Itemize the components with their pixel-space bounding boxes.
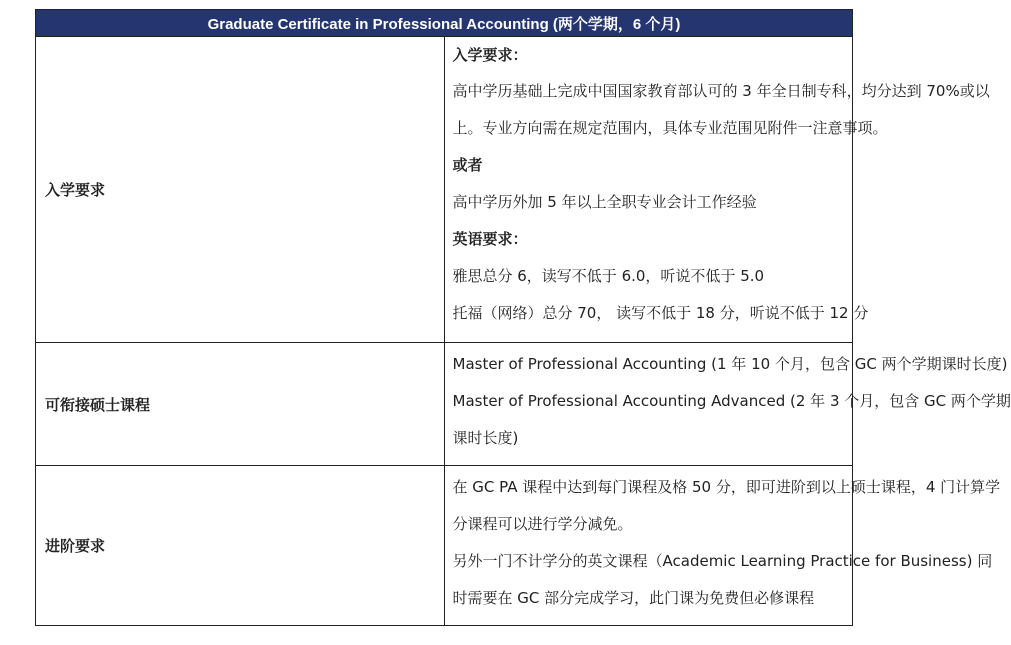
row-label-progression: 进阶要求 bbox=[36, 466, 445, 626]
program-info-table bbox=[35, 9, 1011, 626]
content-line: 另外一门不计学分的英文课程（Academic Learning Practice for Business) 同 bbox=[452, 552, 993, 570]
row-content-progression bbox=[444, 466, 1001, 626]
subheading-admission: 入学要求： bbox=[452, 46, 528, 64]
row-label-masters: 可衔接硕士课程 bbox=[36, 343, 445, 466]
content-line: 时需要在 GC 部分完成学习，此门课为免费但必修课程 bbox=[452, 589, 815, 607]
content-line: 托福（网络）总分 70， 读写不低于 18 分，听说不低于 12 分 bbox=[452, 304, 869, 322]
row-label-admission: 入学要求 bbox=[36, 37, 445, 343]
content-line: 课时长度) bbox=[452, 429, 519, 447]
content-line: 高中学历外加 5 年以上全职专业会计工作经验 bbox=[452, 193, 757, 211]
table-title: Graduate Certificate in Professional Accounting (两个学期，6 个月) bbox=[36, 10, 853, 37]
row-content-masters bbox=[444, 343, 1011, 466]
table-row-progression bbox=[36, 466, 853, 626]
table-row-admission bbox=[36, 37, 853, 343]
content-line: Master of Professional Accounting Advanced (2 年 3 个月，包含 GC 两个学期 bbox=[452, 392, 1011, 410]
content-line: 分课程可以进行学分减免。 bbox=[452, 515, 633, 533]
table-row-masters bbox=[36, 343, 853, 466]
content-line: 雅思总分 6，读写不低于 6.0，听说不低于 5.0 bbox=[452, 267, 765, 285]
content-line: 上。专业方向需在规定范围内，具体专业范围见附件一注意事项。 bbox=[452, 119, 888, 137]
table-header-row bbox=[36, 10, 853, 37]
content-line: 在 GC PA 课程中达到每门课程及格 50 分，即可进阶到以上硕士课程，4 门计算学 bbox=[452, 478, 1001, 496]
content-line: 高中学历基础上完成中国国家教育部认可的 3 年全日制专科，均分达到 70%或以 bbox=[452, 82, 990, 100]
row-content-admission bbox=[444, 37, 990, 343]
subheading-english: 英语要求： bbox=[452, 230, 528, 248]
content-line: Master of Professional Accounting (1 年 10 个月，包含 GC 两个学期课时长度) bbox=[452, 355, 1008, 373]
subheading-or: 或者 bbox=[452, 156, 483, 174]
